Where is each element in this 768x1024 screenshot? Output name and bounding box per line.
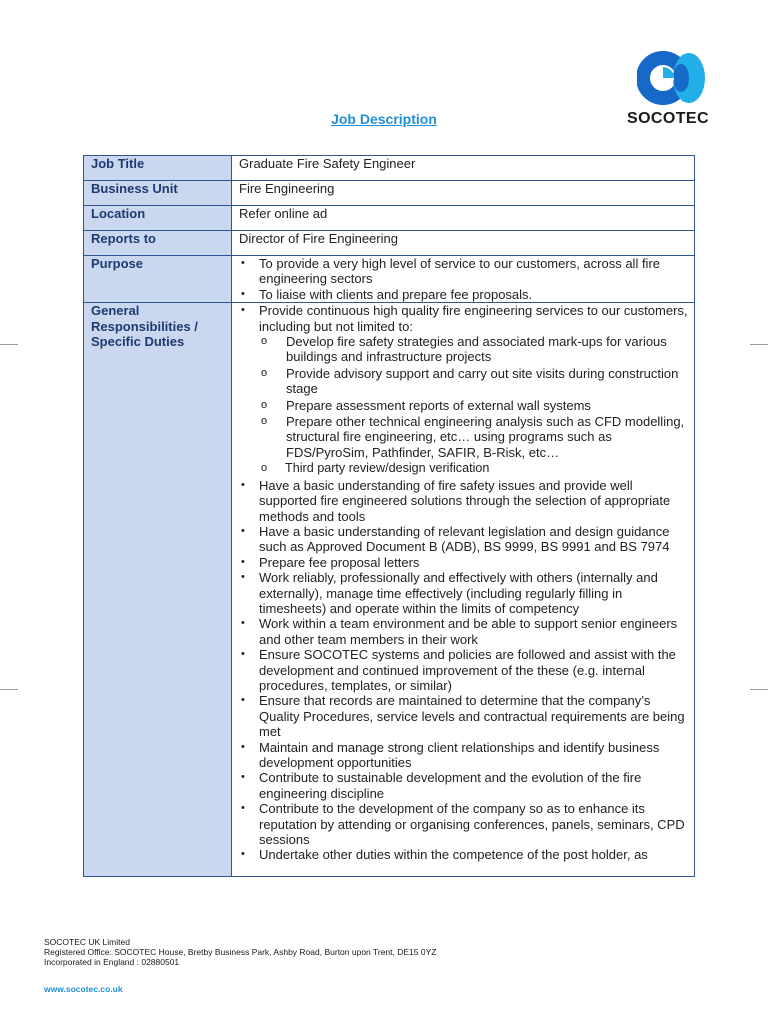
location-label: Location [84,206,232,231]
duties-label: General Responsibilities / Specific Duties [84,303,232,877]
table-row-purpose [84,256,695,303]
location-value: Refer online ad [232,206,695,231]
list-item: • Provide continuous high quality fire engineering services to our customers, including but not limited to: o Develop fire safety strategies and associated mark-ups for various buildings and infrastructure projects o Provide advisory support and carry out site visits during construction stage o Prepare assessment reports of external wall systems o Prepare other technical engineering analysis such as CFD modelling, structural fire engineering, etc… using programs such as FDS/PyroSim, Pathfinder, SAFIR, B-Risk, etc… o Third party review/design verification [241,303,688,476]
bullet-icon: • [241,571,245,584]
document-title: Job Description [331,111,437,127]
business-unit-label: Business Unit [84,181,232,206]
job-title-value: Graduate Fire Safety Engineer [232,156,695,181]
footer-incorporation: Incorporated in England : 02880501 [44,957,180,967]
circle-bullet-icon: o [261,398,268,411]
sub-list-item: o Prepare other technical engineering analysis such as CFD modelling, structural fire engineering, etc… using programs such as FDS/PyroSim, Pathfinder, SAFIR, B-Risk, etc… [261,414,685,460]
duties-content [239,303,688,876]
sub-list-item: o Prepare assessment reports of external wall systems [261,397,591,413]
bullet-icon: • [241,524,245,537]
footer-company: SOCOTEC UK Limited [44,937,130,947]
duties-sub-list [259,334,688,477]
bullet-icon: • [241,694,245,707]
list-item: • Work within a team environment and be able to support senior engineers and other team members in their work [241,616,678,647]
sub-list-item: o Provide advisory support and carry out site visits during construction stage [261,365,679,397]
circle-bullet-icon: o [261,366,268,379]
bullet-icon: • [241,848,245,861]
circle-bullet-icon: o [261,335,268,348]
bullet-icon: • [241,257,245,269]
reports-to-value: Director of Fire Engineering [232,231,695,256]
job-title-label: Job Title [84,156,232,181]
list-item: • Ensure that records are maintained to determine that the company’s Quality Procedures, service levels and contractual requirements are being met [241,693,685,740]
purpose-value [232,256,695,303]
reports-to-label: Reports to [84,231,232,256]
list-item: • Have a basic understanding of fire safety issues and provide well supported fire engineered solutions through the selection of appropriate methods and tools [241,477,671,524]
margin-mark-right-bottom [750,689,768,690]
bullet-icon: • [241,802,245,815]
footer-website-link[interactable]: www.socotec.co.uk [44,984,123,994]
list-item: • To liaise with clients and prepare fee proposals. [241,286,533,302]
circle-bullet-icon: o [261,415,268,428]
duties-list [239,303,688,863]
socotec-logo-icon [637,50,711,106]
bullet-icon: • [241,771,245,784]
bullet-icon: • [241,287,245,300]
bullet-icon: • [241,304,245,317]
list-item: • Prepare fee proposal letters [241,554,420,570]
list-item: • To provide a very high level of service to our customers, across all fire engineering sectors [241,256,661,287]
bullet-icon: • [241,648,245,661]
footer-registered-office: Registered Office: SOCOTEC House, Bretby Business Park, Ashby Road, Burton upon Trent, DE15 0YZ [44,947,437,957]
list-item: • Work reliably, professionally and effectively with others (internally and externally), manage time effectively (including regularly filling in timesheets) and operate within the limits of competency [241,570,658,616]
bullet-icon: • [241,740,245,753]
purpose-label: Purpose [84,256,232,303]
list-item: • Maintain and manage strong client relationships and identify business development opportunities [241,739,660,770]
socotec-logo-text: SOCOTEC [627,110,709,127]
margin-mark-right-top [750,344,768,345]
bullet-icon: • [241,478,245,491]
list-item: • Contribute to the development of the company so as to enhance its reputation by attending or organising conferences, panels, seminars, CPD sessions [241,801,685,848]
table-row-reports-to [84,231,695,256]
duties-value [232,303,695,877]
purpose-list [239,256,688,302]
list-item: • Ensure SOCOTEC systems and policies are followed and assist with the development and continued improvement of the these (e.g. internal procedures, templates, or similar) [241,647,676,693]
page-footer [44,937,436,994]
margin-mark-left-bottom [0,689,18,690]
business-unit-value: Fire Engineering [232,181,695,206]
table-row-business-unit [84,181,695,206]
list-item: • Contribute to sustainable development and the evolution of the fire engineering discipline [241,770,642,801]
table-row-duties [84,303,695,877]
circle-bullet-icon: o [261,462,268,475]
job-description-table [83,155,695,877]
table-row-location [84,206,695,231]
list-item: • Undertake other duties within the competence of the post holder, as [241,847,648,863]
margin-mark-left-top [0,344,18,345]
sub-list-item: o Third party review/design verification [261,461,490,476]
bullet-icon: • [241,617,245,630]
sub-list-item: o Develop fire safety strategies and associated mark-ups for various buildings and infrastructure projects [261,334,667,365]
bullet-icon: • [241,555,245,568]
list-item: • Have a basic understanding of relevant legislation and design guidance such as Approved Document B (ADB), BS 9999, BS 9991 and BS 7974 [241,523,670,555]
table-row-job-title [84,156,695,181]
